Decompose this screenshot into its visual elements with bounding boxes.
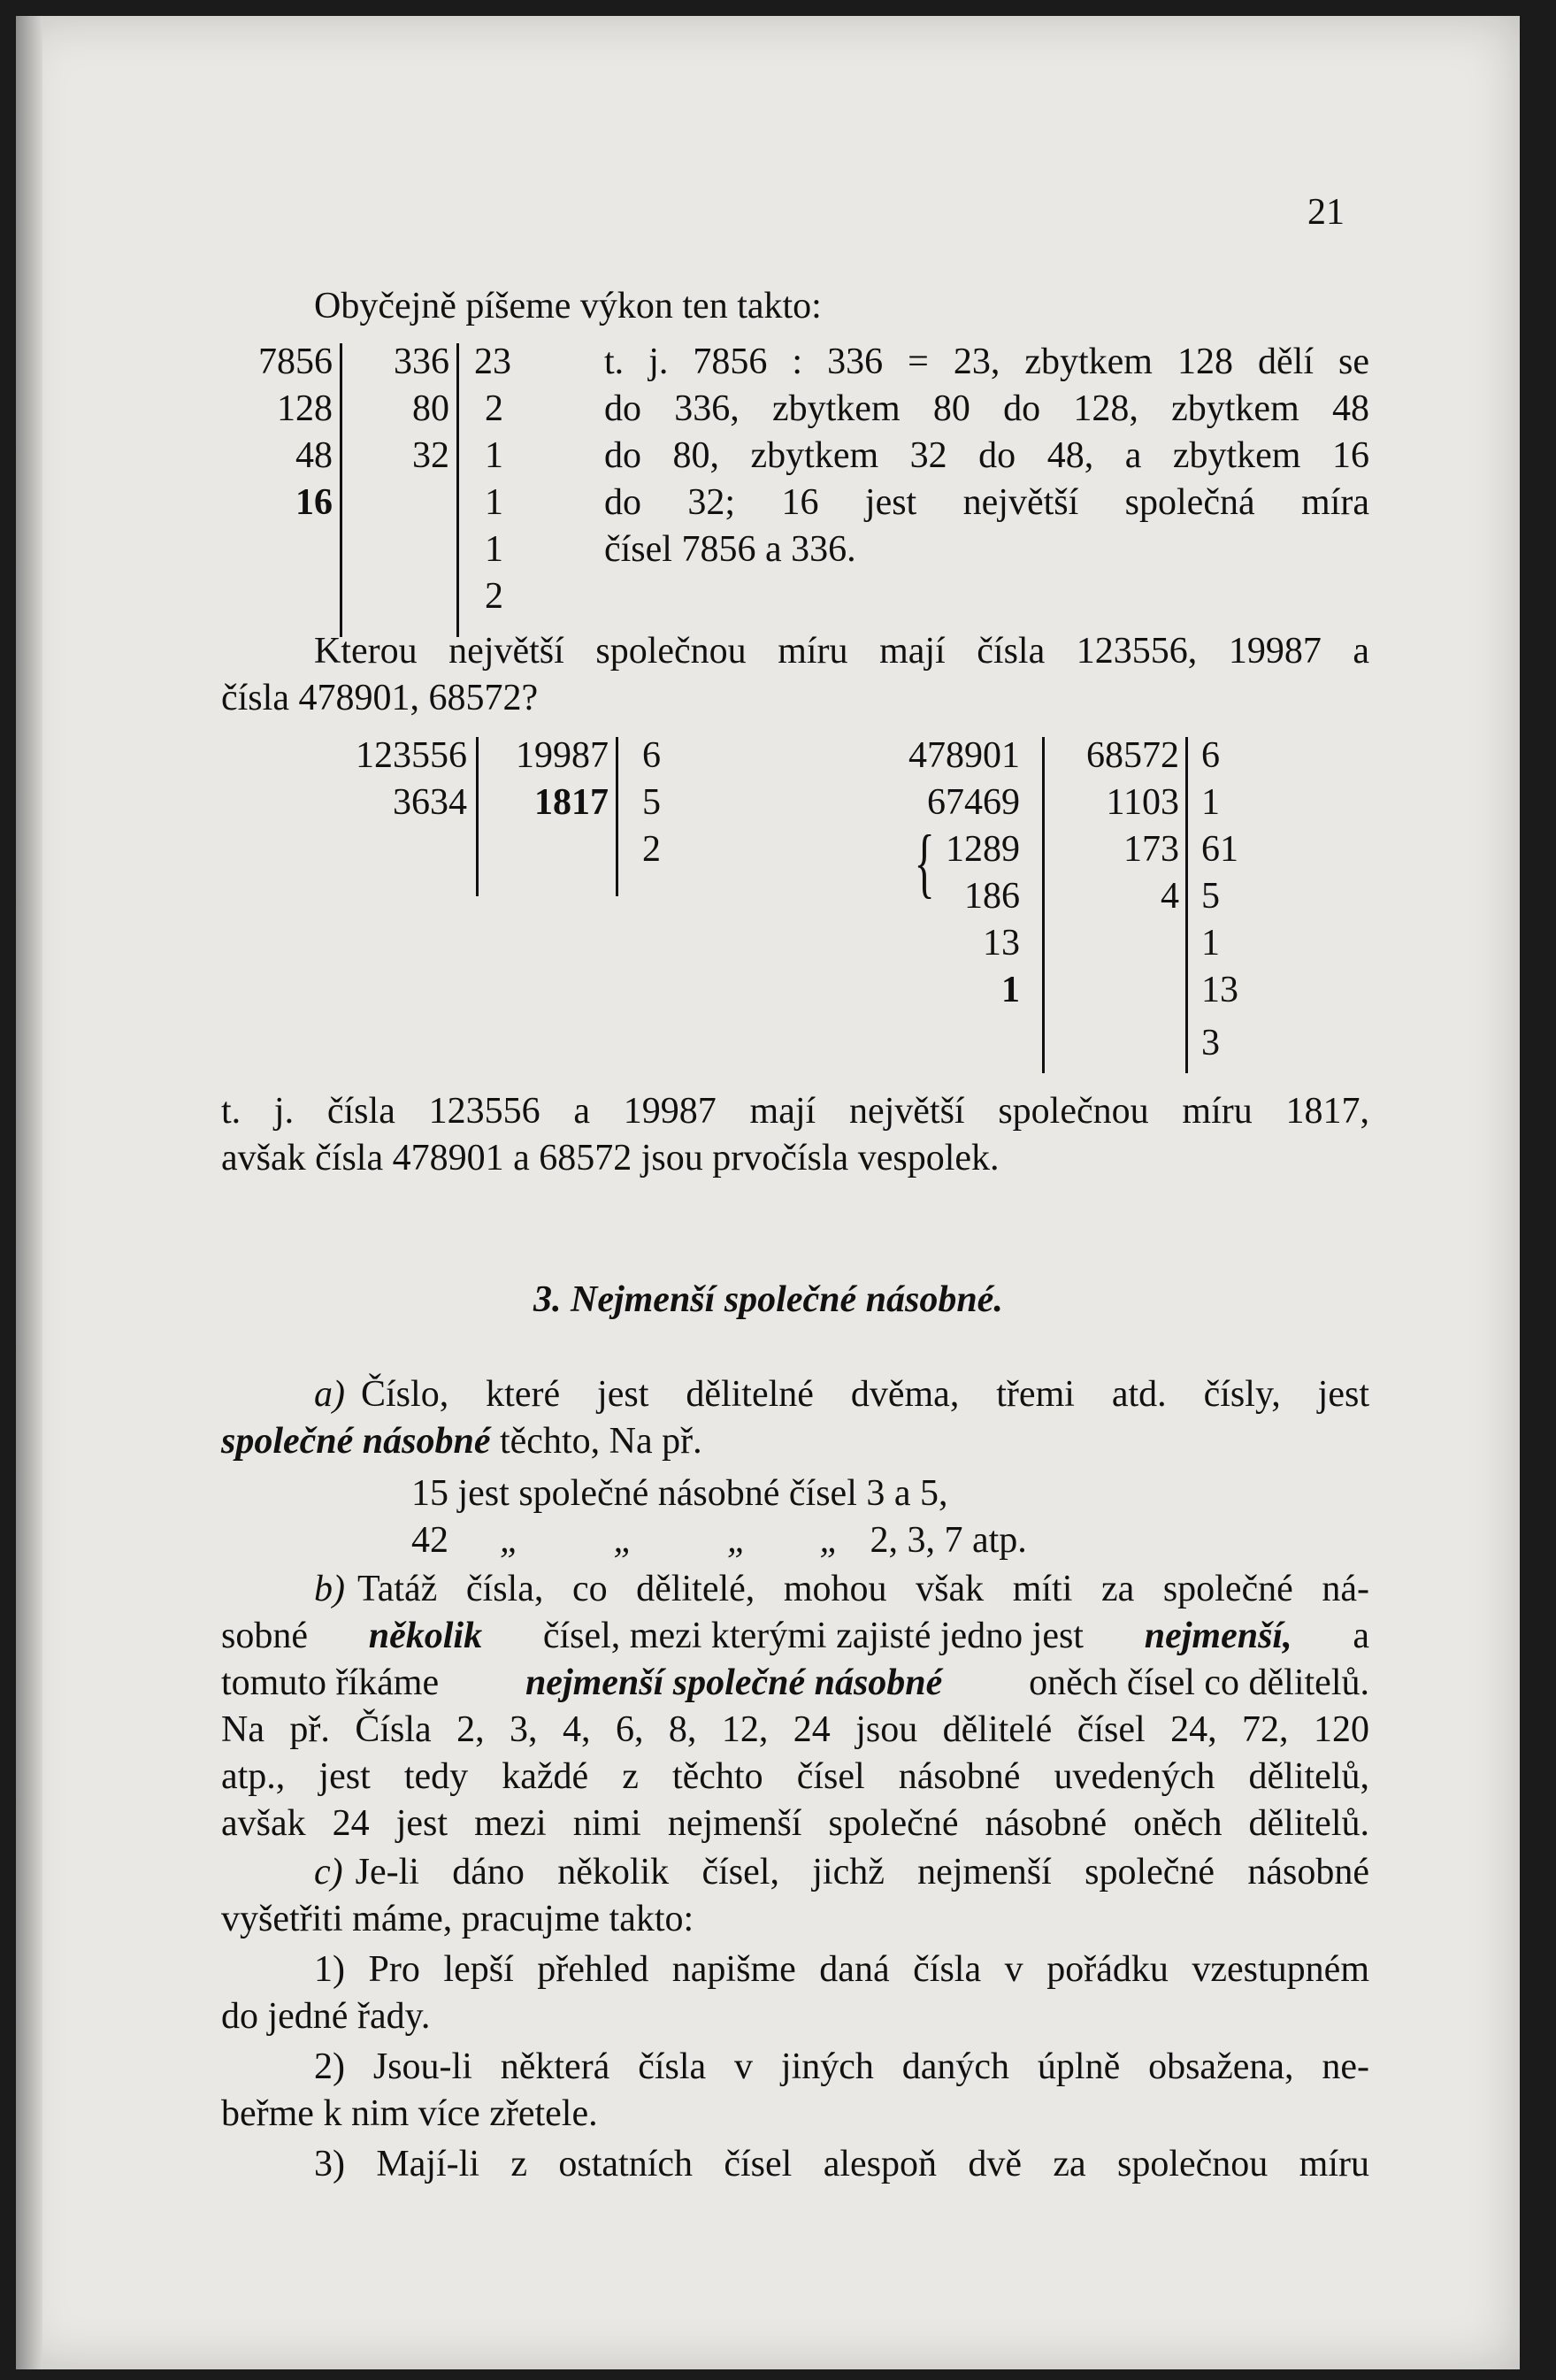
term-emphasis: několik (368, 1616, 483, 1656)
quotient-cell: 1 (485, 529, 503, 570)
para-text: sobné (221, 1616, 308, 1656)
dividend-cell: 7856 (258, 342, 333, 382)
para-text: těchto, Na př. (500, 1421, 702, 1462)
book-page (16, 16, 1520, 2369)
quotient-cell: 61 (1201, 829, 1238, 870)
divisor-cell: 336 (394, 342, 449, 382)
para-text: Číslo, které jest dělitelné dvěma, třemi atd. čísly, jest (361, 1374, 1369, 1415)
book-spine (16, 16, 42, 2369)
explanation-line: do 32; 16 jest největší společná míra (604, 482, 1369, 523)
para-label: b) (314, 1569, 345, 1609)
explanation-line: do 336, zbytkem 80 do 128, zbytkem 48 (604, 388, 1369, 429)
term-emphasis: nejmenší společné násobné (525, 1662, 943, 1703)
ditto-mark: „ (613, 1520, 634, 1561)
gcd-result: 1817 (534, 782, 609, 823)
example-number: 42 (411, 1520, 448, 1561)
para-text: Je-li dáno několik čísel, jichž nejmenší společné násobné (355, 1852, 1369, 1892)
dividend-cell: 13 (983, 923, 1020, 964)
divisor-cell: 173 (1123, 829, 1179, 870)
explanation-line: čísel 7856 a 336. (604, 529, 856, 570)
quotient-cell: 6 (1201, 735, 1220, 776)
dividend-cell: 48 (295, 435, 333, 476)
quotient-cell: 3 (1201, 1023, 1220, 1063)
quotient-cell: 1 (1201, 782, 1220, 823)
para-label: a) (314, 1374, 345, 1415)
example-line (411, 1517, 1027, 1563)
table-divider (456, 343, 459, 637)
para-text: čísel, mezi kterými zajisté jedno jest (542, 1616, 1084, 1656)
table-divider (1185, 737, 1188, 1073)
dividend-cell: 186 (964, 876, 1020, 917)
step-line: beřme k nim více zřetele. (221, 2093, 598, 2134)
step-line: 3) Mají-li z ostatních čísel alespoň dvě za společnou míru (314, 2144, 1369, 2184)
divisor-cell: 32 (412, 435, 449, 476)
para-b-line: atp., jest tedy každé z těchto čísel násobné uvedených dělitelů, (221, 1756, 1369, 1797)
step-line: 1) Pro lepší přehled napišme daná čísla v pořádku vzestupném (314, 1949, 1369, 1990)
quotient-cell: 2 (485, 388, 503, 429)
para-c-line: vyšetřiti máme, pracujme takto: (221, 1899, 694, 1939)
dividend-cell: 1289 (946, 829, 1020, 870)
page-number: 21 (1307, 192, 1345, 233)
divisor-cell: 19987 (516, 735, 609, 776)
divisor-cell: 80 (412, 388, 449, 429)
para-b-line: Na př. Čísla 2, 3, 4, 6, 8, 12, 24 jsou dělitelé čísel 24, 72, 120 (221, 1709, 1369, 1750)
example-line: 15 jest společné násobné čísel 3 a 5, (411, 1473, 948, 1514)
quotient-cell: 2 (485, 576, 503, 617)
intro-line: Obyčejně píšeme výkon ten takto: (314, 286, 822, 326)
para-a-line (314, 1371, 1369, 1417)
explanation-line: t. j. 7856 : 336 = 23, zbytkem 128 dělí se (604, 342, 1369, 382)
para-b-line: avšak 24 jest mezi nimi nejmenší společné násobné oněch dělitelů. (221, 1803, 1369, 1844)
quotient-cell: 6 (642, 735, 661, 776)
table-divider (476, 737, 479, 896)
ditto-mark: „ (819, 1520, 840, 1561)
quotient-cell: 5 (642, 782, 661, 823)
para-b-line (221, 1660, 1369, 1706)
dividend-cell: 3634 (393, 782, 467, 823)
para-c-line (314, 1849, 1369, 1895)
term-emphasis: nejmenší, (1144, 1616, 1292, 1656)
dividend-cell: 128 (277, 388, 333, 429)
para-text: a (1353, 1616, 1369, 1656)
section-title: 3. Nejmenší společné násobné. (533, 1279, 1003, 1320)
para-text: oněch čísel co dělitelů. (1029, 1662, 1369, 1703)
table-divider (340, 343, 342, 637)
term-emphasis: společné násobné (221, 1421, 491, 1462)
question-line: Kterou největší společnou míru mají čísla 123556, 19987 a (314, 631, 1369, 672)
divisor-cell: 1103 (1106, 782, 1179, 823)
quotient-cell: 13 (1201, 970, 1238, 1010)
step-line: 2) Jsou-li některá čísla v jiných daných úplně obsažena, ne- (314, 2046, 1369, 2087)
explanation-line: do 80, zbytkem 32 do 48, a zbytkem 16 (604, 435, 1369, 476)
divisor-cell: 4 (1161, 876, 1179, 917)
para-text: Tatáž čísla, co dělitelé, mohou však míti za společné ná- (357, 1569, 1369, 1609)
ditto-mark: „ (726, 1520, 748, 1561)
dividend-cell: 67469 (927, 782, 1020, 823)
gcd-result: 1 (1001, 970, 1020, 1010)
gcd-result: 16 (295, 482, 333, 523)
dividend-cell: 478901 (908, 735, 1020, 776)
quotient-cell: 1 (1201, 923, 1220, 964)
question-line: čísla 478901, 68572? (221, 678, 539, 718)
quotient-cell: 5 (1201, 876, 1220, 917)
quotient-cell: 1 (485, 435, 503, 476)
para-b-line (314, 1566, 1369, 1612)
ditto-mark: „ (499, 1520, 521, 1561)
para-label: c) (314, 1852, 343, 1892)
para-b-line (221, 1613, 1369, 1659)
quotient-cell: 1 (485, 482, 503, 523)
para-text: tomuto říkáme (221, 1662, 440, 1703)
conclusion-line: t. j. čísla 123556 a 19987 mají největší společnou míru 1817, (221, 1091, 1369, 1132)
divisor-cell: 68572 (1086, 735, 1179, 776)
para-a-line (221, 1418, 702, 1464)
step-line: do jedné řady. (221, 1996, 431, 2037)
table-divider (616, 737, 618, 896)
example-text: 2, 3, 7 atp. (870, 1520, 1027, 1561)
quotient-cell: 2 (642, 829, 661, 870)
dividend-cell: 123556 (356, 735, 467, 776)
table-divider (1042, 737, 1045, 1073)
brace-mark: { (914, 820, 935, 906)
quotient-cell: 23 (474, 342, 511, 382)
conclusion-line: avšak čísla 478901 a 68572 jsou prvočísla vespolek. (221, 1138, 1000, 1178)
